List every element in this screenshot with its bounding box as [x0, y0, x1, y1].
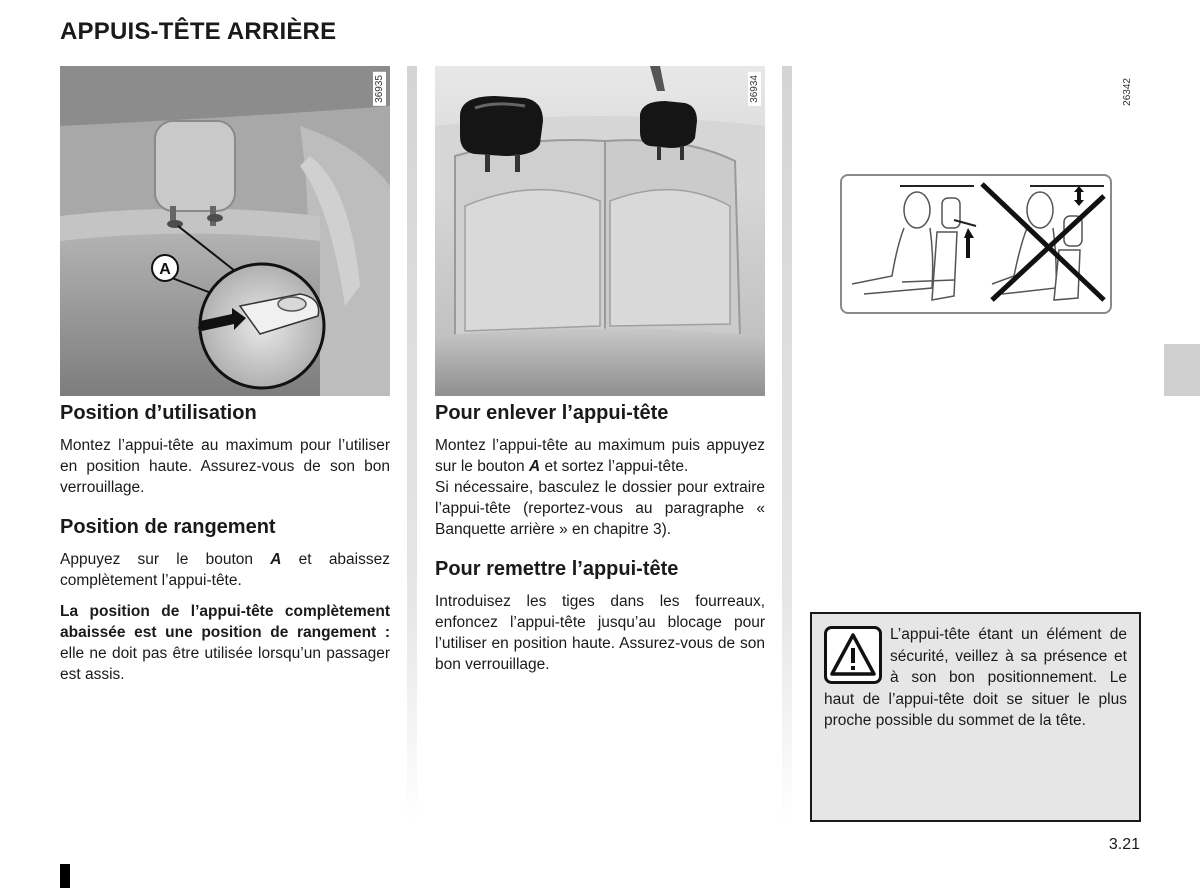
correct-vs-incorrect-diagram [842, 176, 1110, 312]
button-reference: A [528, 458, 541, 475]
note-rest: elle ne doit pas être utilisée lorsqu’un passager est assis. [60, 645, 390, 683]
headrest-button-illustration [60, 66, 390, 396]
storage-position-text [60, 549, 390, 591]
figure-reference-number: 36935 [373, 72, 386, 106]
storage-warning-note [60, 601, 390, 685]
left-text-column [60, 402, 390, 685]
text-fragment: Appuyez sur le bouton [60, 551, 271, 568]
page-title: APPUIS-TÊTE ARRIÈRE [60, 18, 337, 45]
text-fragment: et abaissez complètement l’appui-tête. [60, 551, 390, 589]
warning-triangle-icon [824, 626, 882, 684]
bold-note: La position de l’appui-tête complètement abaissée est une position de rangement : [60, 603, 390, 641]
headrest-position-diagram [840, 174, 1112, 314]
section-title-remove-headrest: Pour enlever l’appui-tête [435, 402, 669, 424]
refit-headrest-text: Introduisez les tiges dans les fourreaux, enfoncez l’appui-tête jusqu’au blocage pour l’utiliser en position haute. Assurez-vous de son bon verrouillage. [435, 593, 765, 673]
button-reference: A [270, 551, 282, 568]
page-number: 3.21 [1108, 836, 1140, 853]
remove-headrest-text [435, 435, 765, 477]
figure-reference-number: 26342 [1122, 78, 1133, 106]
safety-warning-box [810, 612, 1141, 822]
rear-seat-photo [435, 66, 765, 396]
rear-bench-illustration [435, 66, 765, 396]
warning-text: L’appui-tête étant un élément de sécurité, veillez à sa présence et à son bon positionnement. Le haut de l’appui-tête doit se situer le plus proche possible du sommet de la tête. [824, 626, 1127, 729]
figure-reference-number: 36934 [748, 72, 761, 106]
text-fragment: et sortez l’appui-tête. [540, 458, 689, 475]
section-title-refit-headrest: Pour remettre l’appui-tête [435, 558, 679, 580]
column-separator [407, 66, 417, 826]
remove-headrest-text-2: Si nécessaire, basculez le dossier pour extraire l’appui-tête (reportez-vous au paragraphe « Banquette arrière » en chapitre 3). [435, 479, 765, 538]
middle-text-column [435, 402, 765, 675]
column-separator [782, 66, 792, 826]
section-title-storage-position: Position de rangement [60, 516, 276, 538]
section-title-usage-position: Position d’utilisation [60, 402, 257, 424]
text-fragment: Montez l’appui-tête au maximum puis appuyez sur le bouton [435, 437, 765, 475]
callout-label-a: A [159, 261, 171, 278]
chapter-side-tab [1164, 344, 1200, 396]
usage-position-text: Montez l’appui-tête au maximum pour l’utiliser en position haute. Assurez-vous de son bon verrouillage. [60, 437, 390, 496]
headrest-button-photo [60, 66, 390, 396]
corner-crop-mark [60, 864, 70, 888]
